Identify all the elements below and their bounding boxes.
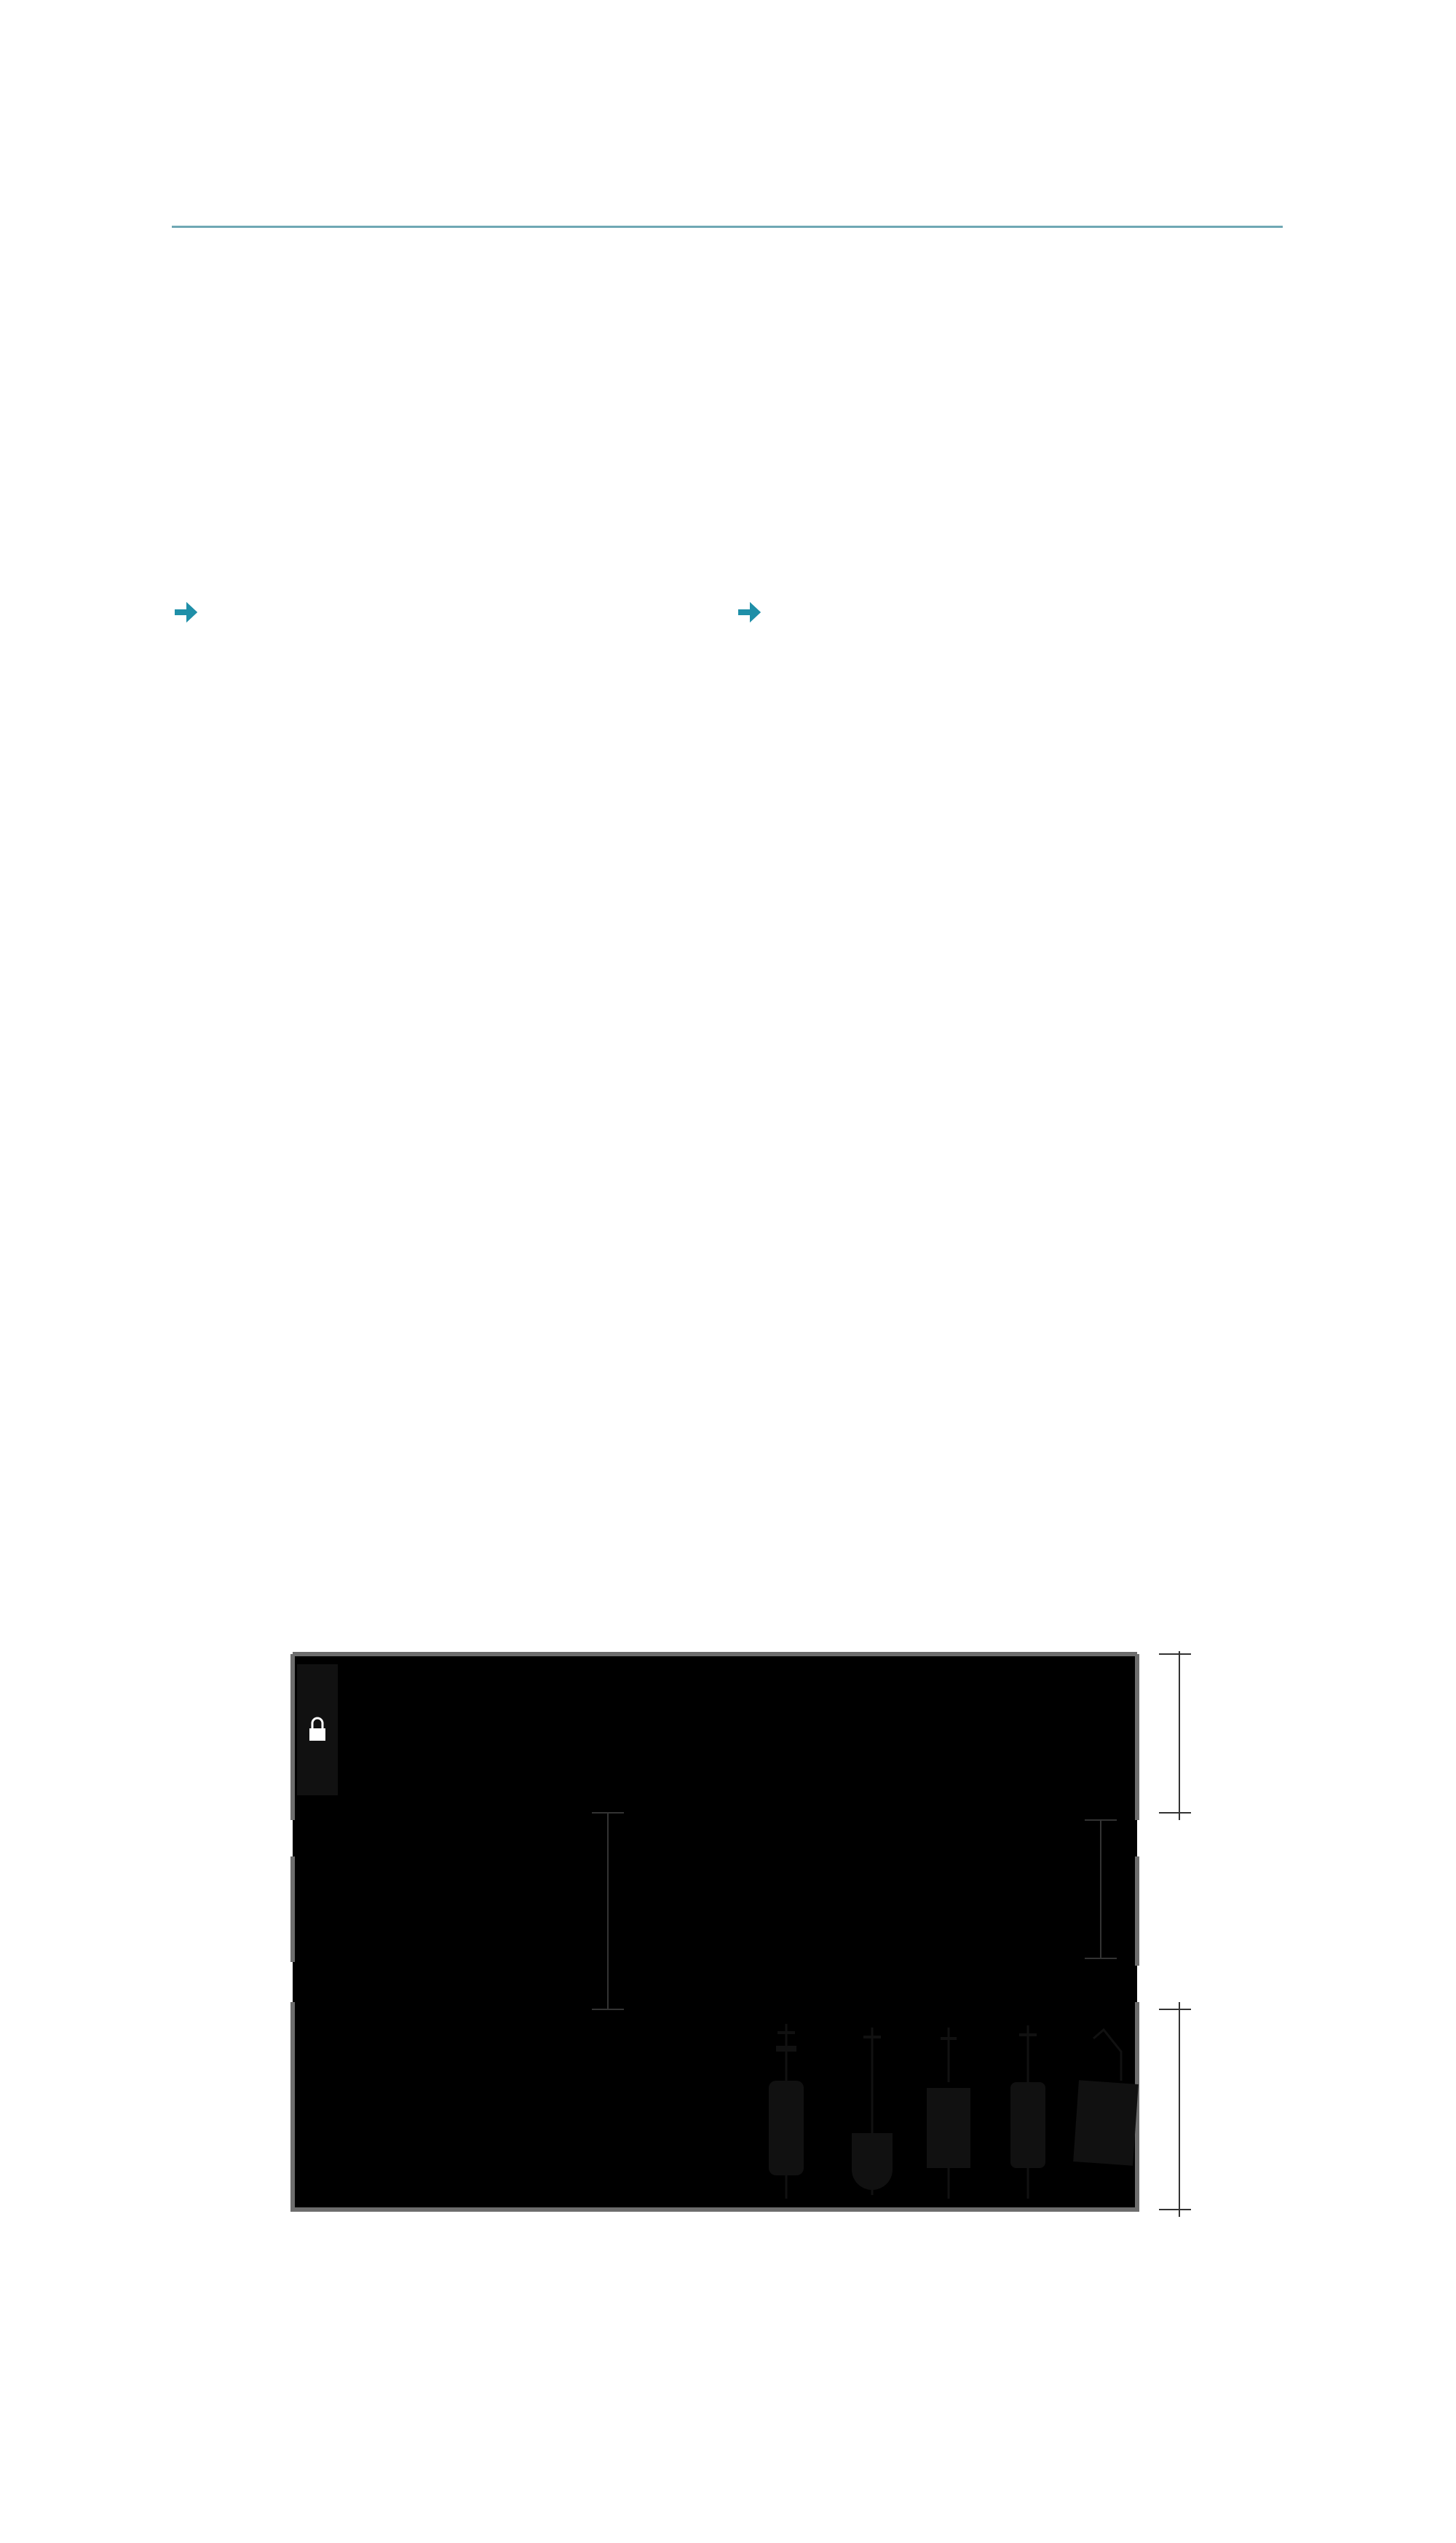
aisle-zone — [293, 1813, 1137, 2009]
bike-room-floorplan — [277, 1609, 1245, 2235]
section-heading — [170, 450, 192, 518]
doppelstock-zone — [293, 2009, 738, 2210]
arrow-right-icon — [736, 598, 762, 627]
header-divider — [172, 226, 1283, 228]
bike-rack-zone — [293, 1654, 1137, 1813]
arrow-right-icon — [173, 598, 199, 627]
